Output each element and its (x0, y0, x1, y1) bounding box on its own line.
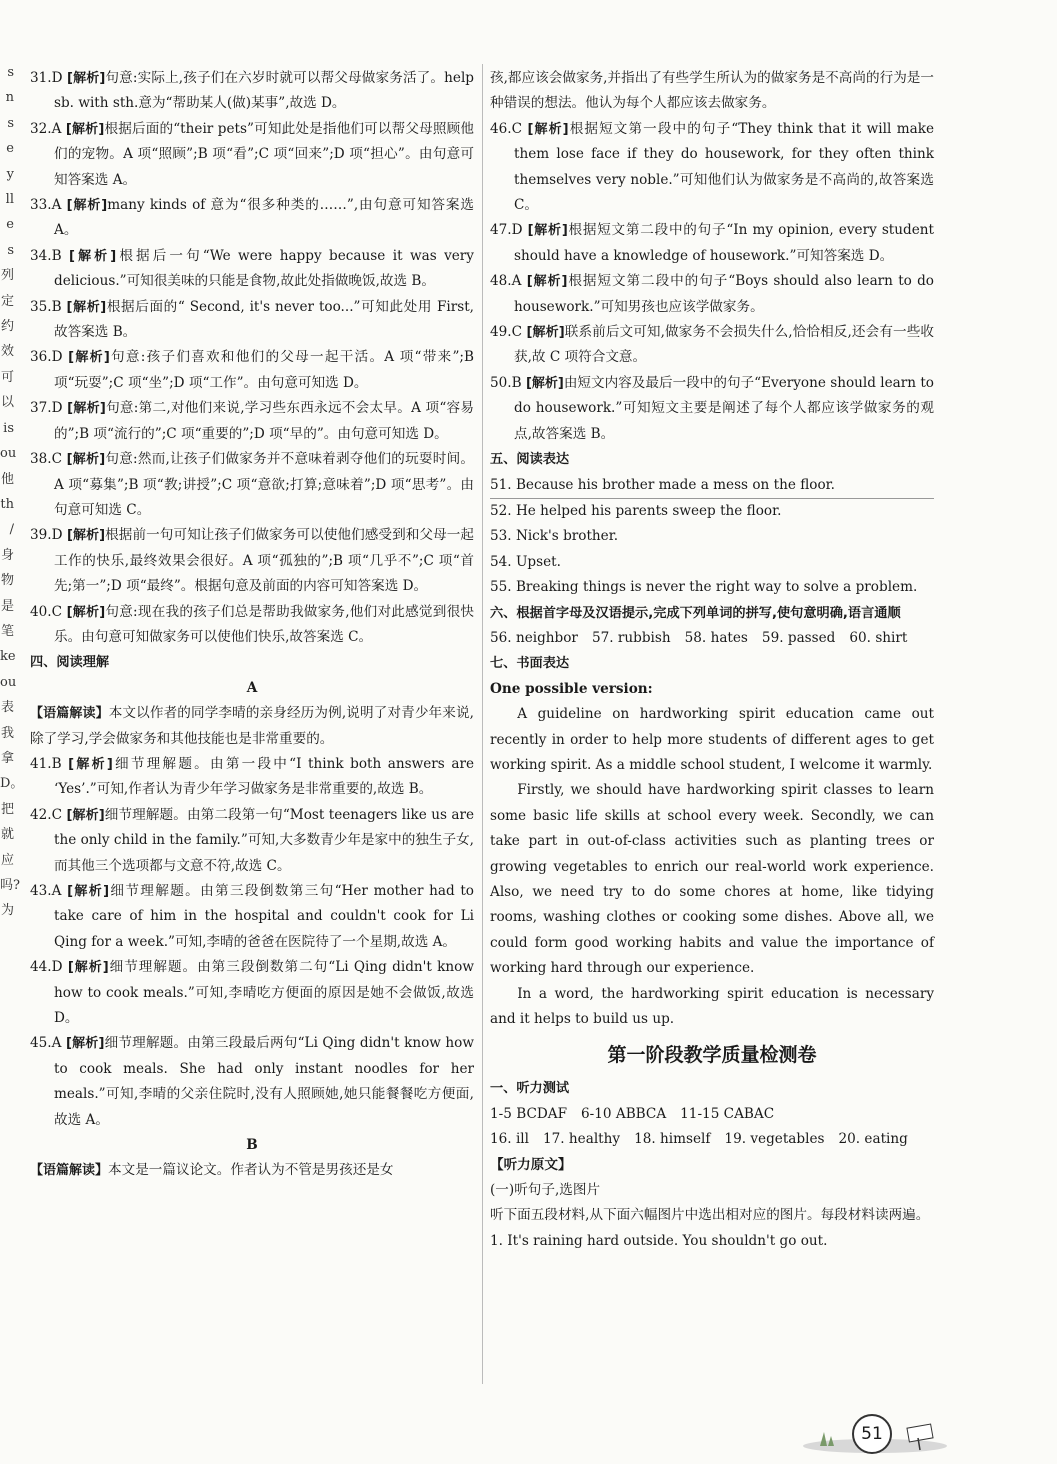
margin-fragment: 物 (0, 573, 14, 589)
reading-expression-answer: 54. Upset. (490, 553, 561, 570)
answer-number: 31.D (30, 70, 63, 86)
analysis-tag: [解析] (68, 756, 113, 772)
margin-fragment: / (9, 522, 14, 538)
margin-fragment: s (7, 242, 14, 258)
margin-fragment: ke (0, 649, 16, 665)
model-essay (490, 702, 934, 1032)
analysis-text: 细节理解题。由第三段倒数第二句“Li Qing didn't know how to cook meals.”可知,李晴吃方便面的原因是她不会做饭,故选 D。 (54, 959, 474, 1027)
listening-answer: 18. himself (634, 1131, 711, 1148)
analysis-tag: [解析] (67, 71, 106, 86)
analysis-tag: [解析] (65, 1036, 105, 1052)
margin-fragment: 就 (0, 827, 14, 843)
analysis-tag: [解析] (67, 401, 106, 417)
answer-item (30, 396, 474, 447)
analysis-tag: [解析] (66, 452, 106, 468)
page-number: 51 (852, 1414, 892, 1454)
analysis-text: 句意:第二,对他们来说,学习些东西永远不会太早。A 项“容易的”;B 项“流行的”;C 项“重要的”;D 项“早的”。由句意可知选 D。 (54, 400, 475, 442)
analysis-tag: [解析] (526, 325, 565, 341)
answer-item (30, 955, 474, 1031)
answer-number: 43.A (30, 883, 62, 899)
answer-item (490, 218, 934, 269)
answer-number: 42.C (30, 806, 63, 823)
analysis-text: 句意:现在我的孩子们总是帮助我做家务,他们对此感觉到很快乐。由句意可知做家务可以使他们快乐,故答案选 C。 (54, 603, 474, 645)
answer-item (30, 879, 474, 955)
analysis-tag: [解析] (66, 528, 106, 544)
margin-fragment: ou (0, 674, 17, 690)
margin-fragment: 定 (0, 293, 14, 309)
passage-summary (30, 1158, 474, 1183)
analysis-tag: [解析] (526, 274, 568, 290)
answer-number: 40.C (30, 603, 63, 620)
analysis-text: 根据短文第二段中的句子“In my opinion, every student should have a knowledge of housework.”可知答案选 D。 (514, 222, 934, 264)
answer-item (490, 371, 934, 447)
analysis-tag: [解析] (69, 248, 117, 264)
analysis-text: 细节理解题。由第三段倒数第三句“Her mother had to take care of him in the hospital and couldn't cook for Li Qing for a week.”可知,李晴的爸爸在医院待了一个星期,故选 A。 (54, 883, 474, 950)
answer-item (30, 295, 474, 346)
analysis-tag: [解析] (66, 604, 106, 620)
summary-tag: 【语篇解读】 (30, 1163, 109, 1179)
analysis-text: 根据短文第一段中的句子“They think that it will make them lose face if they do housework, for they often think themselves very noble.”可知他们认为做家务是不高尚的,故答案选 C。 (514, 120, 934, 214)
margin-fragment: is (3, 420, 14, 436)
answer-item (490, 320, 934, 371)
listening-answer: 16. ill (490, 1131, 529, 1148)
analysis-tag: [解析] (68, 350, 110, 366)
spelling-answer: 59. passed (761, 629, 836, 646)
listening-answers-1-15 (490, 1102, 934, 1127)
answer-item (30, 752, 474, 803)
answer-number: 39.D (30, 527, 63, 544)
listening-answer: 20. eating (838, 1131, 908, 1148)
listening-answer: 19. vegetables (724, 1131, 825, 1148)
answer-item (30, 117, 474, 193)
margin-fragment: s (7, 115, 14, 131)
analysis-text: many kinds of 意为“很多种类的……”,由句意可知答案选 A。 (54, 197, 474, 239)
analysis-tag: [解析] (66, 299, 107, 315)
analysis-text: 细节理解题。由第三段最后两句“Li Qing didn't know how to cook meals. She had only instant noodles for her meals.”可知,李晴的父亲住院时,没有人照顾她,她只能餐餐吃方便面,故选 A。 (54, 1035, 474, 1128)
spelling-answer: 60. shirt (849, 629, 908, 646)
reading-expression-answer: 51. Because his brother made a mess on the floor. (490, 473, 934, 499)
answer-item (490, 117, 934, 219)
stage-exam-title: 第一阶段教学质量检测卷 (607, 1044, 817, 1067)
essay-paragraph: Firstly, we should have hardworking spirit classes to learn some basic life skills at school every week. Secondly, we can take part in out-of-class activities such as planting trees or growing vegetables to enrich our real-world work experience. Also, we need try to do some chores at home, like tidying rooms, washing clothes or cooking some dishes. Above all, we could form good working habits and value the importance of working hard through our experience. (490, 782, 934, 977)
passage-letter: A (246, 679, 258, 696)
essay-paragraph: A guideline on hardworking spirit education came out recently in order to help more students of different ages to get working spirit. As a middle school student, I welcome it warmly. (490, 706, 934, 773)
listening-answer-group: 11-15 CABAC (680, 1105, 775, 1122)
listening-transcript-label: 【听力原文】 (490, 1156, 572, 1173)
answer-item (30, 1031, 474, 1133)
section-7-heading: 七、书面表达 (490, 656, 570, 672)
analysis-text: 由短文内容及最后一段中的句子“Everyone should learn to do housework.”可知短文主要是阐述了每个人都应该学做家务的观点,故答案选 B。 (514, 374, 934, 442)
analysis-tag: [解析] (66, 807, 105, 823)
essay-label: One possible version: (490, 680, 653, 697)
answer-item (30, 345, 474, 396)
analysis-text: 细节理解题。由第二段第一句“Most teenagers like us are the only child in the family.”可知,大多数青少年是家中的独生子女,而其他三个选项都与文意不符,故选 C。 (54, 806, 475, 874)
answer-number: 44.D (30, 959, 63, 976)
listening-heading: 一、听力测试 (490, 1081, 570, 1097)
analysis-tag: [解析] (65, 121, 105, 137)
analysis-text: 根据前一句可知让孩子们做家务可以使他们感受到和父母一起工作的快乐,最终效果会很好。A 项“孤独的”;B 项“几乎不”;C 项“首先;第一”;D 项“最终”。根据句意及前面的内容可知答案选 D。 (54, 527, 475, 595)
summary-text: 本文是一篇议论文。作者认为不管是男孩还是女 (108, 1162, 394, 1179)
answer-number: 35.B (30, 298, 62, 315)
essay-paragraph: In a word, the hardworking spirit education is necessary and it helps to build us up. (490, 985, 934, 1028)
analysis-tag: [解析] (525, 375, 564, 391)
analysis-text: 根据后面的“their pets”可知此处是指他们可以帮父母照顾他们的宠物。A 项“照顾”;B 项“看”;C 项“回来”;D 项“担心”。由句意可知答案选 A。 (54, 120, 474, 188)
summary-text: 本文以作者的同学李晴的亲身经历为例,说明了对青少年来说,除了学习,学会做家务和其他技能也是非常重要的。 (30, 705, 474, 747)
section-5-heading: 五、阅读表达 (490, 452, 570, 468)
analysis-text: 根据短文第二段中的句子“Boys should also learn to do housework.”可知男孩也应该学做家务。 (514, 273, 934, 315)
section-5-answers (490, 473, 934, 601)
answer-number: 32.A (30, 120, 62, 137)
analysis-tag: [解析] (527, 223, 568, 239)
section-heading: 四、阅读理解 (30, 655, 110, 671)
margin-fragment: e (6, 217, 14, 233)
answer-number: 50.B (490, 374, 522, 391)
margin-fragment: e (6, 141, 14, 157)
margin-fragment: 吗? (0, 878, 20, 893)
answer-number: 36.D (30, 349, 63, 366)
listening-answer: 17. healthy (542, 1131, 621, 1148)
margin-fragment: 可 (0, 369, 14, 385)
listening-sentence-1: 1. It's raining hard outside. You shouldn't go out. (490, 1232, 828, 1249)
analysis-tag: [解析] (67, 884, 110, 899)
answer-item (30, 193, 474, 244)
analysis-text: 句意:然而,让孩子们做家务并不意味着剥夺他们的玩耍时间。A 项“募集”;B 项“教;讲授”;C 项“意欲;打算;意味着”;D 项“思考”。由句意可知选 C。 (54, 451, 474, 518)
answer-number: 49.C (490, 324, 523, 341)
analysis-text: 根据后面的“ Second, it's never too...”可知此处用 First,故答案选 B。 (54, 298, 475, 341)
margin-fragment: 笔 (0, 623, 14, 639)
passage-summary (30, 701, 474, 752)
reading-expression-answer: 52. He helped his parents sweep the floor. (490, 502, 782, 519)
answer-item (490, 269, 934, 320)
margin-fragment: ou (0, 446, 17, 462)
right-column (490, 66, 934, 1254)
margin-fragment: 身 (0, 547, 14, 563)
reading-expression-answer: 53. Nick's brother. (490, 528, 619, 545)
analysis-text: 句意:实际上,孩子们在六岁时就可以帮父母做家务活了。help sb. with sth.意为“帮助某人(做)某事”,故选 D。 (54, 70, 474, 112)
answer-number: 41.B (30, 755, 62, 772)
answer-item (30, 803, 474, 879)
margin-fragment: 列 (0, 268, 14, 284)
margin-fragment: 我 (0, 725, 14, 741)
answer-number: 46.C (490, 120, 523, 137)
summary-tag: 【语篇解读】 (30, 706, 109, 722)
margin-fragment: 是 (0, 598, 14, 614)
margin-fragment: 约 (0, 319, 14, 335)
spelling-answer: 56. neighbor (490, 629, 578, 646)
margin-fragment: 表 (0, 700, 14, 716)
margin-fragment: 应 (0, 852, 14, 868)
analysis-text: 根据后一句“We were happy because it was very delicious.”可知很美味的只能是食物,故此处指做晚饭,故选 B。 (54, 247, 474, 290)
margin-fragment: y (6, 166, 14, 182)
margin-fragment: 为 (0, 903, 14, 919)
listening-instructions: 听下面五段材料,从下面六幅图片中选出相对应的图片。每段材料读两遍。 (490, 1207, 930, 1224)
margin-fragment: th (0, 496, 14, 512)
answer-item (30, 600, 474, 651)
listening-part-1-label: (一)听句子,选图片 (490, 1182, 601, 1199)
answer-number: 45.A (30, 1035, 62, 1052)
analysis-text: 联系前后文可知,做家务不会损失什么,恰恰相反,还会有一些收获,故 C 项符合文意。 (514, 324, 934, 366)
analysis-tag: [解析] (66, 198, 108, 214)
left-column (30, 66, 474, 1184)
margin-fragment: 以 (0, 395, 14, 411)
margin-fragment: D。 (0, 776, 24, 792)
answer-item (30, 244, 474, 295)
passage-letter: B (246, 1137, 258, 1154)
answers-46-50 (490, 117, 934, 447)
analysis-tag: [解析] (67, 960, 109, 976)
reading-expression-answer: 55. Breaking things is never the right way to solve a problem. (490, 579, 918, 596)
section-6-heading: 六、根据首字母及汉语提示,完成下列单词的拼写,使句意明确,语言通顺 (490, 605, 901, 621)
column-divider (482, 64, 483, 1384)
analysis-text: 句意:孩子们喜欢和他们的父母一起干活。A 项“带来”;B 项“玩耍”;C 项“坐”;D 项“工作”。由句意可知选 D。 (54, 349, 474, 391)
margin-fragment: 效 (0, 344, 14, 360)
spelling-answer: 57. rubbish (591, 629, 671, 646)
answer-number: 37.D (30, 400, 63, 417)
margin-fragment: n (5, 90, 14, 106)
answer-number: 38.C (30, 451, 63, 468)
spelling-answer: 58. hates (684, 629, 748, 646)
left-margin-fragments (0, 60, 24, 1400)
margin-fragment: 把 (0, 801, 14, 817)
answer-number: 47.D (490, 222, 523, 239)
answer-number: 33.A (30, 197, 62, 214)
margin-fragment: s (7, 65, 14, 80)
section-6-answers (490, 626, 934, 651)
answer-item (30, 523, 474, 599)
listening-answer-group: 1-5 BCDAF (490, 1105, 568, 1122)
answer-number: 48.A (490, 273, 522, 290)
analysis-tag: [解析] (527, 121, 569, 137)
answer-item (30, 66, 474, 117)
listening-answer-group: 6-10 ABBCA (581, 1105, 667, 1122)
analysis-text: 细节理解题。由第一段中“I think both answers are ‘Yes’.”可知,作者认为青少年学习做家务是非常重要的,故选 B。 (54, 755, 474, 798)
listening-answers-16-20 (490, 1127, 934, 1152)
margin-fragment: 他 (0, 471, 14, 487)
passage-b-summary-continued: 孩,都应该会做家务,并指出了有些学生所认为的做家务是不高尚的行为是一种错误的想法。他认为每个人都应该去做家务。 (490, 70, 934, 112)
margin-fragment: 拿 (0, 750, 14, 766)
answer-number: 34.B (30, 247, 62, 264)
answer-item (30, 447, 474, 523)
margin-fragment: ll (5, 192, 14, 208)
